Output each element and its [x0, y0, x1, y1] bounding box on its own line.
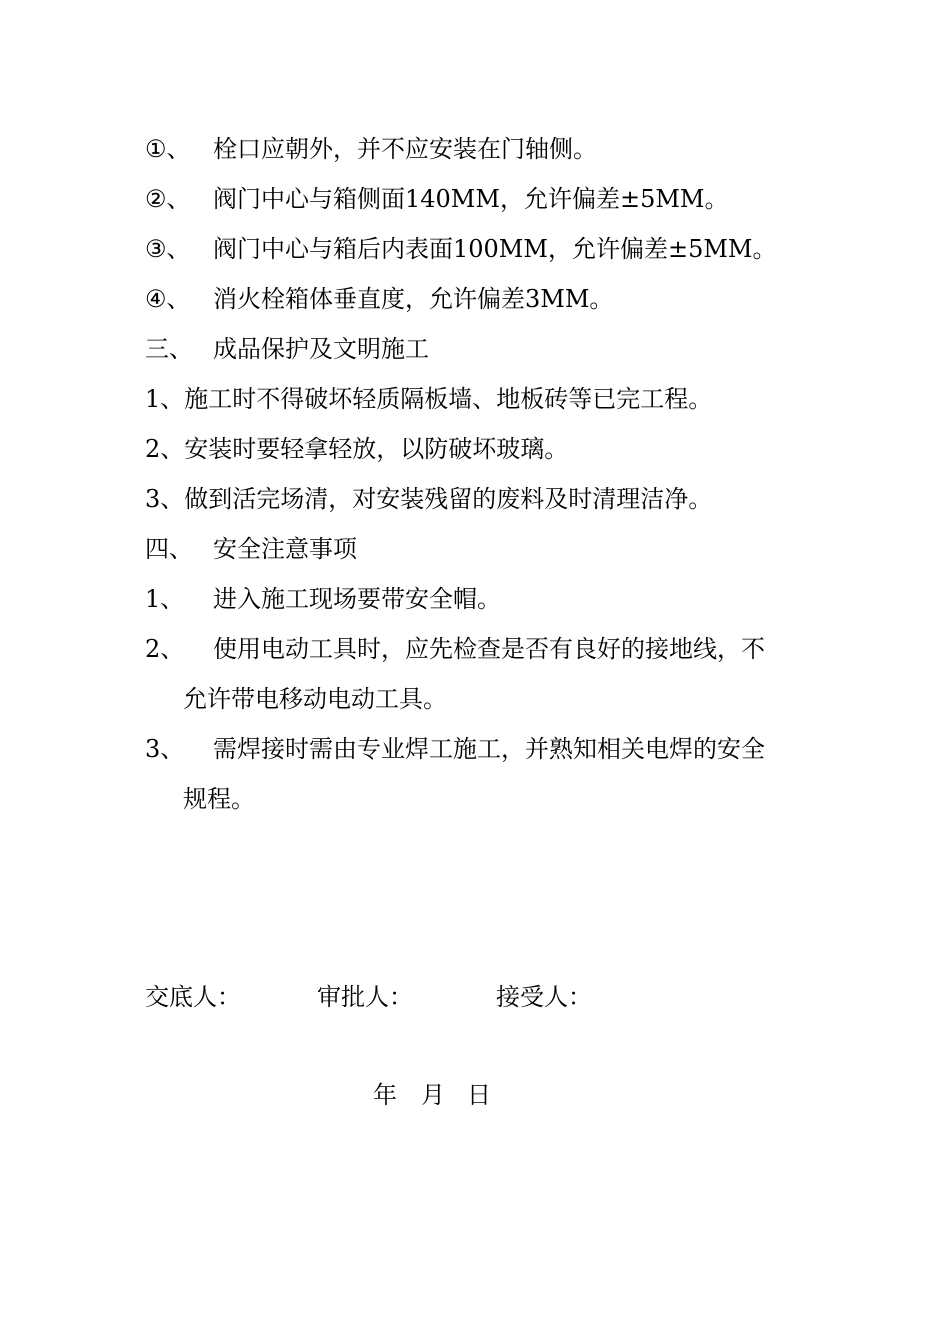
- item-continuation: [183, 684, 447, 714]
- approver-signature-label: 审批人：: [317, 983, 413, 1011]
- item-text: 需焊接时需由专业焊工施工，并熟知相关电焊的安全: [213, 735, 765, 763]
- receiver-signature-label: 接受人：: [496, 983, 592, 1011]
- list-item: [145, 384, 712, 414]
- section-title: 成品保护及文明施工: [213, 335, 429, 363]
- list-item: [145, 184, 728, 214]
- section-heading: [145, 534, 357, 564]
- list-item: [145, 484, 712, 514]
- item-text: 阀门中心与箱侧面140MM，允许偏差±5MM。: [213, 185, 729, 213]
- item-marker: 3、: [145, 735, 185, 763]
- item-marker: 2、: [145, 635, 185, 663]
- date-day-label: 日: [467, 1081, 491, 1109]
- section-marker: 三、: [145, 335, 193, 363]
- item-continuation: [183, 784, 255, 814]
- item-text: 阀门中心与箱后内表面100MM，允许偏差±5MM。: [213, 235, 777, 263]
- item-marker: ②、: [145, 185, 191, 213]
- item-marker: 1、: [145, 585, 185, 613]
- list-item: [145, 284, 613, 314]
- item-text: 允许带电移动电动工具。: [183, 685, 447, 713]
- item-text: 消火栓箱体垂直度，允许偏差3MM。: [213, 285, 614, 313]
- item-text: 1、施工时不得破坏轻质隔板墙、地板砖等已完工程。: [145, 385, 713, 413]
- section-title: 安全注意事项: [213, 535, 357, 563]
- list-item: [145, 734, 765, 764]
- date-month-label: 月: [421, 1081, 445, 1109]
- handover-signature-label: 交底人：: [145, 983, 241, 1011]
- list-item: [145, 234, 776, 264]
- item-marker: ③、: [145, 235, 191, 263]
- list-item: [145, 434, 568, 464]
- date-year-label: 年: [373, 1081, 397, 1109]
- section-heading: [145, 334, 429, 364]
- item-text: 规程。: [183, 785, 255, 813]
- item-text: 进入施工现场要带安全帽。: [213, 585, 501, 613]
- list-item: [145, 584, 501, 614]
- date-line: [373, 1080, 491, 1110]
- item-text: 2、安装时要轻拿轻放，以防破坏玻璃。: [145, 435, 569, 463]
- item-text: 3、做到活完场清，对安装残留的废料及时清理洁净。: [145, 485, 713, 513]
- list-item: [145, 634, 765, 664]
- section-marker: 四、: [145, 535, 193, 563]
- item-text: 栓口应朝外，并不应安装在门轴侧。: [213, 135, 597, 163]
- item-text: 使用电动工具时，应先检查是否有良好的接地线，不: [213, 635, 765, 663]
- item-marker: ①、: [145, 135, 191, 163]
- list-item: [145, 134, 597, 164]
- item-marker: ④、: [145, 285, 191, 313]
